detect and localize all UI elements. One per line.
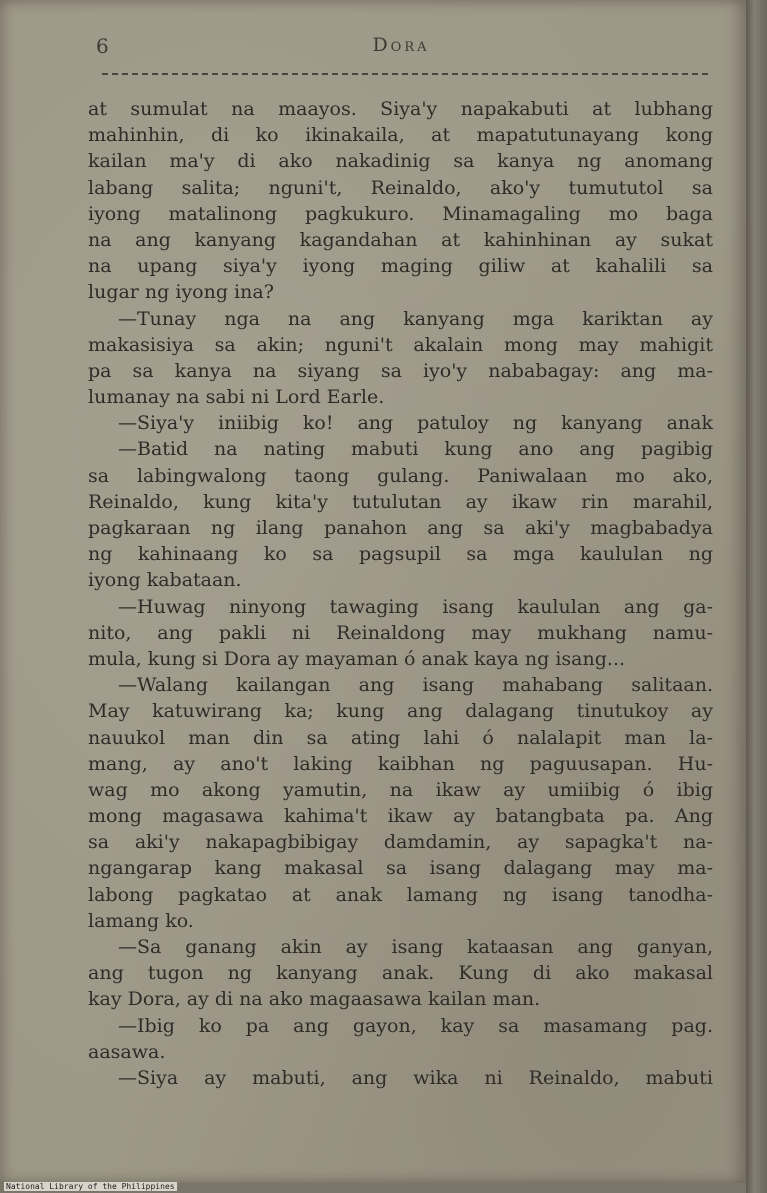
text-line: wag mo akong yamutin, na ikaw ay umiibig ó ibig: [88, 778, 713, 801]
text-line: —Sa ganang akin ay isang kataasan ang ganyan,: [118, 936, 713, 958]
text-line: nauukol man din sa ating lahi ó nalalapit man la-: [88, 726, 713, 749]
text-line: aasawa.: [88, 1040, 166, 1063]
page-number: 6: [96, 34, 111, 58]
text-line: —Batid na nating mabuti kung ano ang pagibig: [118, 438, 713, 461]
text-line: iyong kabataan.: [88, 569, 242, 592]
text-line: pa sa kanya na siyang sa iyo'y nababagay: ang ma-: [88, 359, 713, 382]
text-line: —Siya ay mabuti, ang wika ni Reinaldo, mabuti: [118, 1066, 713, 1089]
text-line: Reinaldo, kung kita'y tutulutan ay ikaw rin marahil,: [88, 490, 713, 513]
text-line: —Siya'y iniibig ko! ang patuloy ng kanyang anak: [118, 412, 713, 435]
header-rule: [102, 73, 708, 75]
page-header: [92, 32, 710, 64]
text-line: kay Dora, ay di na ako magaasawa kailan man.: [88, 988, 541, 1011]
text-line: lamang ko.: [88, 909, 194, 932]
text-line: —Huwag ninyong tawaging isang kaululan ang ga-: [118, 595, 713, 618]
text-line: —Tunay nga na ang kanyang mga kariktan ay: [118, 307, 713, 330]
text-line: sa labingwalong taong gulang. Paniwalaan mo ako,: [88, 464, 713, 487]
body-text: [88, 96, 713, 1091]
text-line: na ang kanyang kagandahan at kahinhinan ay sukat: [88, 228, 713, 251]
text-line: labong pagkatao at anak lamang ng isang tanodha-: [88, 883, 713, 906]
running-title: Dora: [372, 34, 430, 56]
text-line: labang salita; nguni't, Reinaldo, ako'y tumututol sa: [88, 176, 713, 199]
text-line: mula, kung si Dora ay mayaman ó anak kaya ng isang...: [88, 647, 626, 670]
text-line: lugar ng iyong ina?: [88, 281, 274, 304]
text-line: kailan ma'y di ako nakadinig sa kanya ng anomang: [88, 150, 713, 173]
text-line: —Ibig ko pa ang gayon, kay sa masamang pag.: [118, 1014, 713, 1037]
text-line: ngangarap kang makasal sa isang dalagang may ma-: [88, 857, 713, 880]
text-line: mang, ay ano't laking kaibhan ng paguusapan. Hu-: [88, 752, 713, 775]
text-line: lumanay na sabi ni Lord Earle.: [88, 386, 385, 409]
text-line: ng kahinaang ko sa pagsupil sa mga kaululan ng: [88, 543, 713, 566]
text-line: mong magasawa kahima't ikaw ay batangbata pa. Ang: [88, 805, 713, 828]
text-line: —Walang kailangan ang isang mahabang salitaan.: [118, 674, 713, 697]
text-line: iyong matalinong pagkukuro. Minamagaling mo baga: [88, 202, 713, 225]
text-line: May katuwirang ka; kung ang dalagang tinutukoy ay: [88, 700, 713, 723]
text-line: nito, ang pakli ni Reinaldong may mukhang namu-: [88, 621, 713, 644]
page-edge: [746, 0, 767, 1193]
text-line: mahinhin, di ko ikinakaila, at mapatutunayang kong: [88, 124, 713, 147]
text-line: pagkaraan ng ilang panahon ang sa aki'y magbabadya: [88, 517, 713, 539]
text-line: na upang siya'y iyong maging giliw at kahalili sa: [88, 255, 713, 278]
text-line: at sumulat na maayos. Siya'y napakabuti at lubhang: [88, 98, 713, 120]
text-line: sa aki'y nakapagbibigay damdamin, ay sapagka't na-: [88, 831, 713, 854]
library-watermark: National Library of the Philippines: [6, 1182, 175, 1191]
text-line: ang tugon ng kanyang anak. Kung di ako makasal: [88, 962, 713, 985]
text-line: makasisiya sa akin; nguni't akalain mong may mahigit: [88, 333, 713, 356]
